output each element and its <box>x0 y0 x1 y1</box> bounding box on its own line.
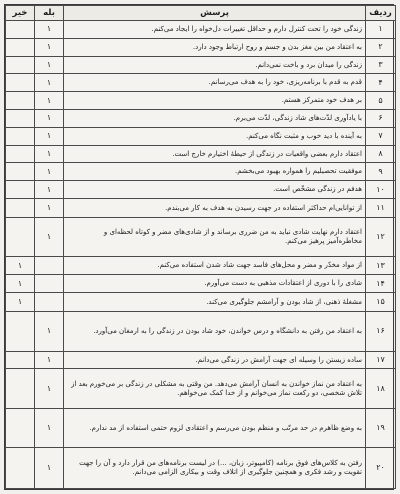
answer-no <box>6 351 35 369</box>
question-text: رفتن به کلاس‌های فوق برنامه (کامپیوتر، زبان، ...) در لیست برنامه‌های من قرار دارد و آن را جهت تقویت و رشد فکری و همچنین جلوگیری از اتلاف وقت و بیکاری الزامی می‌دانم. <box>64 448 366 489</box>
row-number: ۱۷ <box>366 351 396 369</box>
question-text: اعتقاد دارم بعضی واقعیات در زندگی از حیطهٔ اختیارم خارج است. <box>64 145 366 163</box>
header-row-number: ردیف <box>366 6 396 21</box>
row-number: ۲ <box>366 38 396 56</box>
table-row <box>6 21 396 39</box>
answer-no <box>6 56 35 74</box>
answer-yes: ۱ <box>35 38 64 56</box>
answer-no <box>6 74 35 92</box>
table-row <box>6 145 396 163</box>
answer-yes: ۱ <box>35 145 64 163</box>
answer-no <box>6 21 35 39</box>
answer-yes: ۱ <box>35 312 64 351</box>
answer-yes: ۱ <box>35 369 64 408</box>
header-row <box>6 6 396 21</box>
answer-no: ۱ <box>6 293 35 312</box>
answer-yes: ۱ <box>35 21 64 39</box>
question-text: به اعتقاد من نماز خواندن به انسان آرامش می‌دهد. من وقتی به مشکلی در زندگی بر می‌خورم بعد از تلاش شخصی، دو رکعت نماز می‌خوانم و از خدا کمک می‌خواهم. <box>64 369 366 408</box>
question-text: زندگی را میدان برد و باخت نمی‌دانم. <box>64 56 366 74</box>
question-text: مشغلهٔ ذهنی، از شاد بودن و آرامشم جلوگیری می‌کند. <box>64 293 366 312</box>
row-number: ۱۳ <box>366 257 396 275</box>
answer-no: ۱ <box>6 257 35 275</box>
table-row <box>6 312 396 351</box>
row-number: ۱۰ <box>366 181 396 199</box>
table-row <box>6 257 396 275</box>
question-text: زندگی خود را تحت کنترل دارم و حداقل تغییرات دل‌خواه را ایجاد می‌کنم. <box>64 21 366 39</box>
answer-yes: ۱ <box>35 408 64 447</box>
row-number: ۱۱ <box>366 198 396 217</box>
row-number: ۵ <box>366 92 396 110</box>
row-number: ۱۶ <box>366 312 396 351</box>
answer-no <box>6 408 35 447</box>
answer-no <box>6 198 35 217</box>
table-row <box>6 218 396 257</box>
answer-yes: ۱ <box>35 109 64 127</box>
answer-yes: ۱ <box>35 218 64 257</box>
row-number: ۲۰ <box>366 448 396 489</box>
question-text: موفقیت تحصیلیم را همواره بهبود می‌بخشم. <box>64 163 366 181</box>
answer-yes <box>35 275 64 293</box>
table-row <box>6 127 396 145</box>
question-text: به وضع ظاهرم در حد مرتّب و منظم بودن می‌رسم و اعتقادی لزوم حتمی استفاده از مد ندارم. <box>64 408 366 447</box>
row-number: ۱۸ <box>366 369 396 408</box>
row-number: ۱ <box>366 21 396 39</box>
header-question: پرسش <box>64 6 366 21</box>
answer-yes <box>35 257 64 275</box>
question-text: به آینده با دید خوب و مثبت نگاه می‌کنم. <box>64 127 366 145</box>
answer-yes: ۱ <box>35 198 64 217</box>
answer-yes: ۱ <box>35 351 64 369</box>
answer-no <box>6 38 35 56</box>
answer-no <box>6 92 35 110</box>
question-text: شادی را با دوری از اعتقادات مذهبی به دست می‌آورم. <box>64 275 366 293</box>
answer-yes: ۱ <box>35 56 64 74</box>
answer-no <box>6 163 35 181</box>
question-text: به اعتقاد من بین مغز بدن و جسم و روح ارتباط وجود دارد. <box>64 38 366 56</box>
row-number: ۷ <box>366 127 396 145</box>
answer-no <box>6 109 35 127</box>
question-text: بر هدف خود متمرکز هستم. <box>64 92 366 110</box>
table-row <box>6 74 396 92</box>
header-yes: بله <box>35 6 64 21</box>
answer-yes: ۱ <box>35 92 64 110</box>
answer-yes <box>35 293 64 312</box>
question-text: به اعتقاد من رفتن به دانشگاه و درس خواندن، خود شاد بودن در زندگی را به ارمغان می‌آورد. <box>64 312 366 351</box>
answer-no <box>6 369 35 408</box>
answer-no <box>6 448 35 489</box>
question-text: قدم به قدم با برنامه‌ریزی، خود را به هدف می‌رسانم. <box>64 74 366 92</box>
question-text: اعتقاد دارم نهایت شادی نباید به من ضرری برساند و از شادی‌های مضر و کوتاه لحظه‌ای و مخاطره‌آمیز پرهیز می‌کنم. <box>64 218 366 257</box>
questionnaire-table <box>5 5 396 489</box>
question-text: با یادآوری لذّت‌های شاد زندگی، لذّت می‌برم. <box>64 109 366 127</box>
answer-no <box>6 127 35 145</box>
question-text: هدفم در زندگی مشخّص است. <box>64 181 366 199</box>
answer-no <box>6 218 35 257</box>
table-row <box>6 448 396 489</box>
row-number: ۱۲ <box>366 218 396 257</box>
answer-no <box>6 145 35 163</box>
header-no: خیر <box>6 6 35 21</box>
answer-no <box>6 312 35 351</box>
row-number: ۸ <box>366 145 396 163</box>
table-row <box>6 109 396 127</box>
answer-yes: ۱ <box>35 448 64 489</box>
table-row <box>6 293 396 312</box>
row-number: ۱۵ <box>366 293 396 312</box>
row-number: ۹ <box>366 163 396 181</box>
row-number: ۱۹ <box>366 408 396 447</box>
answer-no: ۱ <box>6 275 35 293</box>
table-row <box>6 163 396 181</box>
table-row <box>6 198 396 217</box>
row-number: ۶ <box>366 109 396 127</box>
answer-no <box>6 181 35 199</box>
question-text: ساده زیستن را وسیله ای جهت آرامش در زندگی می‌دانم. <box>64 351 366 369</box>
table-row <box>6 369 396 408</box>
row-number: ۳ <box>366 56 396 74</box>
question-rows <box>6 21 396 489</box>
table-row <box>6 181 396 199</box>
answer-yes: ۱ <box>35 74 64 92</box>
table-row <box>6 92 396 110</box>
answer-yes: ۱ <box>35 181 64 199</box>
questionnaire-sheet <box>4 4 394 490</box>
table-row <box>6 351 396 369</box>
question-text: از مواد مخدّر و مضر و محل‌های فاسد جهت شاد شدن استفاده می‌کنم. <box>64 257 366 275</box>
answer-yes: ۱ <box>35 127 64 145</box>
row-number: ۴ <box>366 74 396 92</box>
question-text: از توانایی‌ام حداکثر استفاده در جهت رسیدن به هدف به کار می‌بندم. <box>64 198 366 217</box>
table-row <box>6 38 396 56</box>
table-row <box>6 275 396 293</box>
answer-yes: ۱ <box>35 163 64 181</box>
table-row <box>6 408 396 447</box>
row-number: ۱۴ <box>366 275 396 293</box>
table-row <box>6 56 396 74</box>
